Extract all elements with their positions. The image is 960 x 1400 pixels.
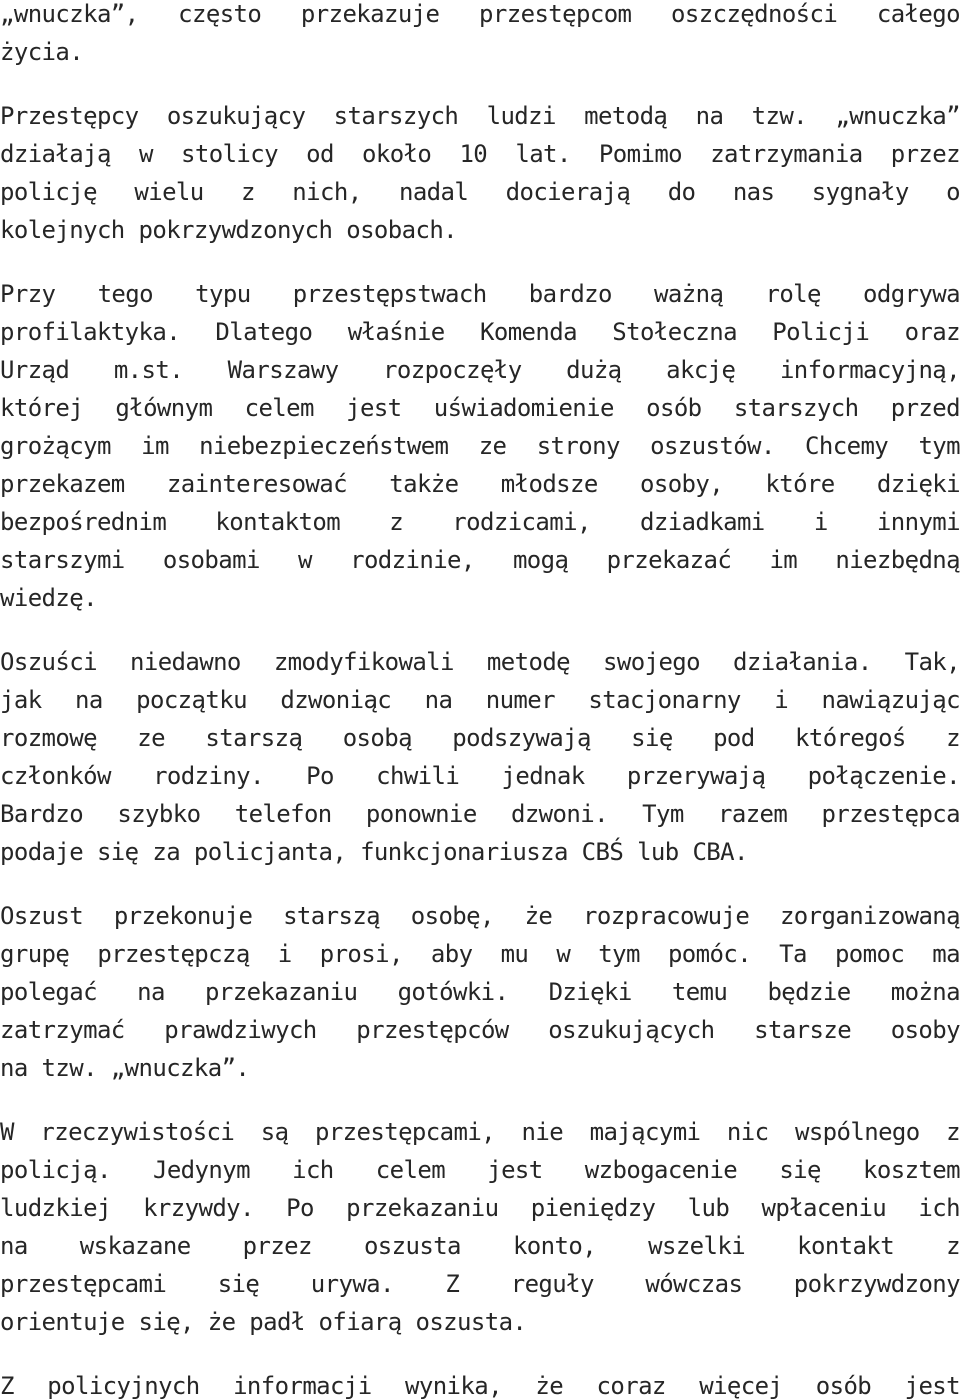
text-line: Z policyjnych informacji wynika, że coraz więcej osób jest	[0, 1372, 960, 1400]
text-line: Oszust przekonuje starszą osobę, że rozpracowuje zorganizowaną	[0, 902, 960, 930]
text-line: członków rodziny. Po chwili jednak przerywają połączenie.	[0, 762, 960, 790]
text-line: na tzw. „wnuczka”.	[0, 1054, 250, 1082]
text-line: Bardzo szybko telefon ponownie dzwoni. Tym razem przestępca	[0, 800, 960, 828]
text-line: Urząd m.st. Warszawy rozpoczęły dużą akcję informacyjną,	[0, 356, 960, 384]
paragraph-5	[0, 897, 960, 1087]
text-line: ludzkiej krzywdy. Po przekazaniu pieniędzy lub wpłaceniu ich	[0, 1194, 960, 1222]
text-line: rozmowę ze starszą osobą podszywają się pod któregoś z	[0, 724, 960, 752]
text-line: Przestępcy oszukujący starszych ludzi metodą na tzw. „wnuczka”	[0, 102, 960, 130]
text-line: podaje się za policjanta, funkcjonariusza CBŚ lub CBA.	[0, 838, 748, 866]
text-line: działają w stolicy od około 10 lat. Pomimo zatrzymania przez	[0, 140, 960, 168]
text-line: policję wielu z nich, nadal docierają do nas sygnały o	[0, 178, 960, 206]
text-line: polegać na przekazaniu gotówki. Dzięki temu będzie można	[0, 978, 960, 1006]
text-line: jak na początku dzwoniąc na numer stacjonarny i nawiązując	[0, 686, 960, 714]
text-line: Oszuści niedawno zmodyfikowali metodę swojego działania. Tak,	[0, 648, 960, 676]
text-line: profilaktyka. Dlatego właśnie Komenda Stołeczna Policji oraz	[0, 318, 960, 346]
text-line: orientuje się, że padł ofiarą oszusta.	[0, 1308, 527, 1336]
text-line: życia.	[0, 38, 84, 66]
text-line: policją. Jedynym ich celem jest wzbogacenie się kosztem	[0, 1156, 960, 1184]
paragraph-6	[0, 1113, 960, 1341]
paragraph-1	[0, 0, 960, 71]
text-line: wiedzę.	[0, 584, 97, 612]
text-line: zatrzymać prawdziwych przestępców oszukujących starsze osoby	[0, 1016, 960, 1044]
paragraph-4	[0, 643, 960, 871]
text-line: przekazem zainteresować także młodsze osoby, które dzięki	[0, 470, 960, 498]
text-line: kolejnych pokrzywdzonych osobach.	[0, 216, 458, 244]
text-line: Przy tego typu przestępstwach bardzo ważną rolę odgrywa	[0, 280, 960, 308]
paragraph-2	[0, 97, 960, 249]
text-line: W rzeczywistości są przestępcami, nie mającymi nic wspólnego z	[0, 1118, 960, 1146]
text-line: bezpośrednim kontaktom z rodzicami, dziadkami i innymi	[0, 508, 960, 536]
paragraph-7	[0, 1367, 960, 1400]
text-line: grożącym im niebezpieczeństwem ze strony oszustów. Chcemy tym	[0, 432, 960, 460]
text-line: „wnuczka”, często przekazuje przestępcom oszczędności całego	[0, 0, 960, 28]
text-line: grupę przestępczą i prosi, aby mu w tym pomóc. Ta pomoc ma	[0, 940, 960, 968]
paragraph-3	[0, 275, 960, 617]
text-line: na wskazane przez oszusta konto, wszelki kontakt z	[0, 1232, 960, 1260]
text-line: przestępcami się urywa. Z reguły wówczas pokrzywdzony	[0, 1270, 960, 1298]
text-line: której głównym celem jest uświadomienie osób starszych przed	[0, 394, 960, 422]
text-line: starszymi osobami w rodzinie, mogą przekazać im niezbędną	[0, 546, 960, 574]
